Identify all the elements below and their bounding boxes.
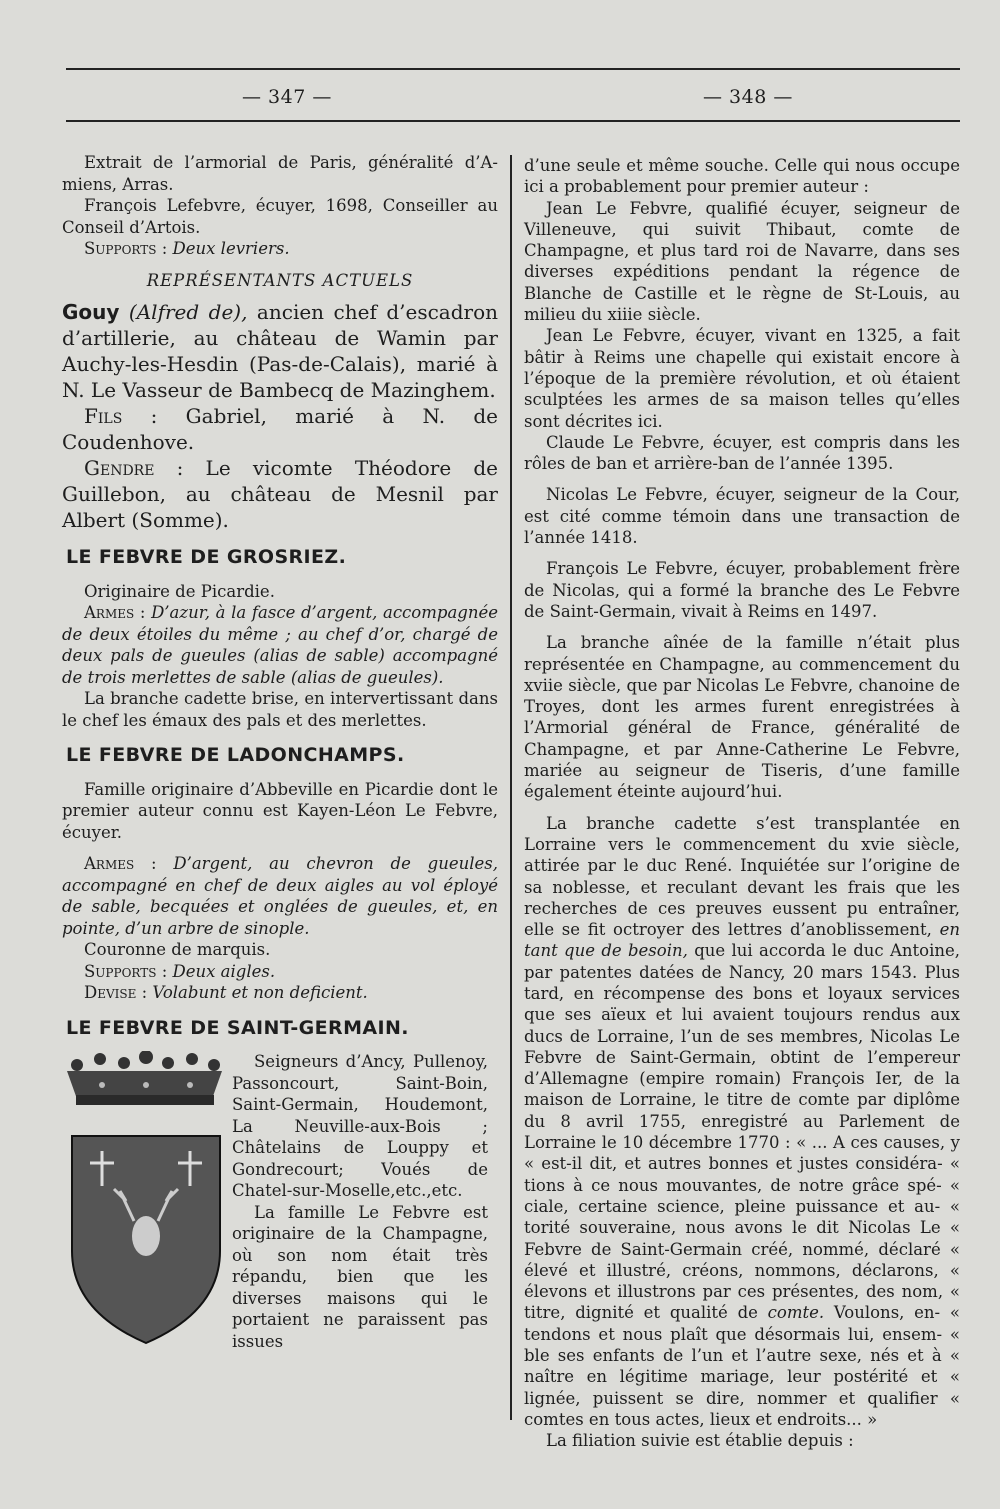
ladonchamps-devise — [62, 982, 498, 1004]
right-branche-ainee: La branche aînée de la famille n’était plus représentée en Champagne, au commencement du xviie siècle, que par Nicolas Le Febvre, chanoine de Troyes, dont les armes furent enregistrées à l’Armorial général de France, généralité de Champagne, et par Anne-Catherine Le Febvre, mariée au seigneur de Tiseris, d’une famille également éteinte aujourd’hui. — [524, 633, 960, 802]
fils-label: Fils : — [84, 404, 158, 428]
coat-of-arms-figure — [62, 1051, 232, 1351]
cadette-text-b: que lui accorda le duc Antoine, par patentes datées de Nancy, 20 mars 1543. Plus tard, en récompense des bons et loyaux services que ses aïeux et lui avaient toujours rendus aux ducs de Lorraine, l’un de ses membres, Nicolas Le Febvre de Saint-Germain, obtint de l’empereur d’Allemagne (empire romain) François Ier, de la maison de Lorraine, le titre de comte par diplôme du 8 avril 1755, enregistré au Parlement de Lorraine le 10 décembre 1770 : « ... A ces causes, y « est-il dit, et autres bonnes et justes considéra- « tions à ce nous mouvantes, de notre grâce spé- « ciale, certaine science, pleine puissance et au- « torité souveraine, nous avons le dit Nicolas Le « Febvre de Saint-Germain créé, nommé, déclaré « élevé et illustré, créons, nommons, déclarons, « élevons et illustrons par ces présentes, des nom, « titre, dignité et qualité de — [524, 941, 961, 1323]
right-column — [524, 155, 960, 1452]
grosriez-armes — [62, 602, 498, 688]
grosriez-armes-label: Armes : — [84, 603, 146, 622]
ladonchamps-devise-text: Volabunt et non deficient. — [147, 983, 368, 1002]
ladonchamps-supports-text: Deux aigles. — [167, 961, 276, 981]
column-divider — [510, 155, 512, 1420]
francois-lefebvre-entry: François Lefebvre, écuyer, 1698, Conseiller au Conseil d’Artois. — [62, 196, 498, 237]
saint-germain-seigneurs: Seigneurs d’Ancy, Pullenoy, Passoncourt, Saint-Boin, Saint-Germain, Houdemont, La Neuville-aux-Bois ; Châtelains de Louppy et Gondrecourt; Voués de Chatel-sur-Moselle,etc.,etc. — [232, 1052, 488, 1200]
armorial-extract: Extrait de l’armorial de Paris, généralité d’A-miens, Arras. — [62, 153, 498, 194]
gendre-text: Le vicomte Théodore de Guillebon, au château de Mesnil par Albert (Somme). — [62, 456, 498, 532]
grosriez-origine: Originaire de Picardie. — [84, 581, 275, 601]
fils-entry — [62, 403, 498, 455]
right-p1: d’une seule et même souche. Celle qui nous occupe ici a probablement pour premier auteur : — [524, 156, 960, 197]
supports-text: Deux levriers. — [172, 239, 290, 258]
gouy-name: Gouy — [62, 300, 120, 324]
cadette-text-c: Voulons, en- « tendons et nous plaît que désormais lui, ensem- « ble ses enfants de l’un et l’autre sexe, nés et à « naître en légitime mariage, leur postérité et « lignée, puissent se dire, nommer et qualifier « comtes en tous actes, lieux et endroits... » — [524, 1303, 960, 1429]
cadette-text-a: La branche cadette s’est transplantée en Lorraine vers le commencement du xvie siècle, attirée par le duc René. Inquiétée sur l’origine de sa noblesse, et reculant devant les frais que les recherches de ces preuves eussent pu entraîner, elle se fit octroyer des lettres d’anoblissement, — [524, 813, 960, 940]
saint-germain-famille: La famille Le Febvre est originaire de la Champagne, où son nom était très répandu, bien que les diverses maisons qui le portaient ne paraissent pas issues — [232, 1202, 488, 1351]
ladonchamps-couronne: Couronne de marquis. — [84, 940, 271, 959]
right-francois: François Le Febvre, écuyer, probablement frère de Nicolas, qui a formé la branche des Le Febvre de Saint-Germain, vivait à Reims en 1497. — [524, 559, 960, 621]
right-jean-1: Jean Le Febvre, qualifié écuyer, seigneur de Villeneuve, qui suivit Thibaut, comte de Champagne, et plus tard roi de Navarre, dans ses diverses expéditions pendant la régence de Blanche de Castille et le règne de St-Louis, au milieu du xiiie siècle. — [524, 198, 960, 325]
ladonchamps-supports-label: Supports : — [84, 961, 168, 981]
cadette-italic-a: en tant que de besoin, — [524, 920, 960, 961]
left-column — [62, 152, 498, 1351]
grosriez-armes-text: D’azur, à la fasce d’argent, accompagnée de deux étoiles du même ; au chef d’or, chargé de deux pals de gueules (alias de sable) accompagné de trois merlettes de sable (alias de gueules). — [62, 603, 499, 687]
gouy-entry — [62, 299, 498, 403]
marquis-crown-icon — [67, 1051, 222, 1105]
supports-line — [62, 238, 498, 260]
representants-heading: REPRÉSENTANTS ACTUELS — [146, 270, 414, 290]
cadette-italic-comte: comte. — [767, 1303, 825, 1323]
saint-germain-block — [62, 1051, 498, 1351]
ladonchamps-armes — [62, 853, 498, 939]
ladonchamps-armes-label: Armes : — [84, 854, 157, 873]
ladonchamps-devise-label: Devise : — [84, 983, 148, 1002]
shield-icon — [72, 1136, 220, 1343]
page-number-right: — 348 — — [703, 86, 793, 108]
grosriez-branche: La branche cadette brise, en intervertissant dans le chef les émaux des pals et des merlettes. — [62, 689, 498, 730]
header-rule — [66, 120, 960, 122]
right-jean-2: Jean Le Febvre, écuyer, vivant en 1325, a fait bâtir à Reims une chapelle qui existait encore à l’époque de la première révolution, et où étaient sculptées les armes de sa maison telles qu’elles sont décrites ici. — [524, 326, 960, 431]
right-filiation: La filiation suivie est établie depuis : — [546, 1431, 854, 1451]
gouy-firstname: (Alfred de), — [128, 300, 248, 324]
right-branche-cadette — [524, 813, 960, 1431]
heading-ladonchamps: LE FEBVRE DE LADONCHAMPS. — [66, 744, 405, 766]
right-nicolas: Nicolas Le Febvre, écuyer, seigneur de la Cour, est cité comme témoin dans une transaction de l’année 1418. — [524, 485, 960, 548]
ladonchamps-supports — [62, 961, 498, 983]
page-number-left: — 347 — — [242, 86, 332, 108]
gouy-text: ancien chef d’escadron d’artillerie, au château de Wamin par Auchy-les-Hesdin (Pas-de-Calais), marié à N. Le Vasseur de Bambecq de Mazinghem. — [62, 300, 499, 402]
top-rule — [66, 68, 960, 70]
right-claude: Claude Le Febvre, écuyer, est compris dans les rôles de ban et arrière-ban de l’année 1395. — [524, 432, 960, 474]
gendre-label: Gendre : — [84, 456, 184, 480]
fils-text: Gabriel, marié à N. de Coudenhove. — [62, 404, 499, 454]
saint-germain-text — [232, 1051, 488, 1352]
heading-saint-germain: LE FEBVRE DE SAINT-GERMAIN. — [66, 1016, 409, 1039]
supports-label: Supports : — [84, 239, 168, 258]
gendre-entry — [62, 455, 498, 533]
ladonchamps-armes-text: D’argent, au chevron de gueules, accompagné en chef de deux aigles au vol éployé de sable, becquées et onglées de gueules, et, en pointe, d’un arbre de sinople. — [62, 854, 498, 938]
ladonchamps-famille: Famille originaire d’Abbeville en Picardie dont le premier auteur connu est Kayen-Léon Le Febvre, écuyer. — [62, 779, 498, 842]
heading-grosriez: LE FEBVRE DE GROSRIEZ. — [66, 546, 347, 568]
